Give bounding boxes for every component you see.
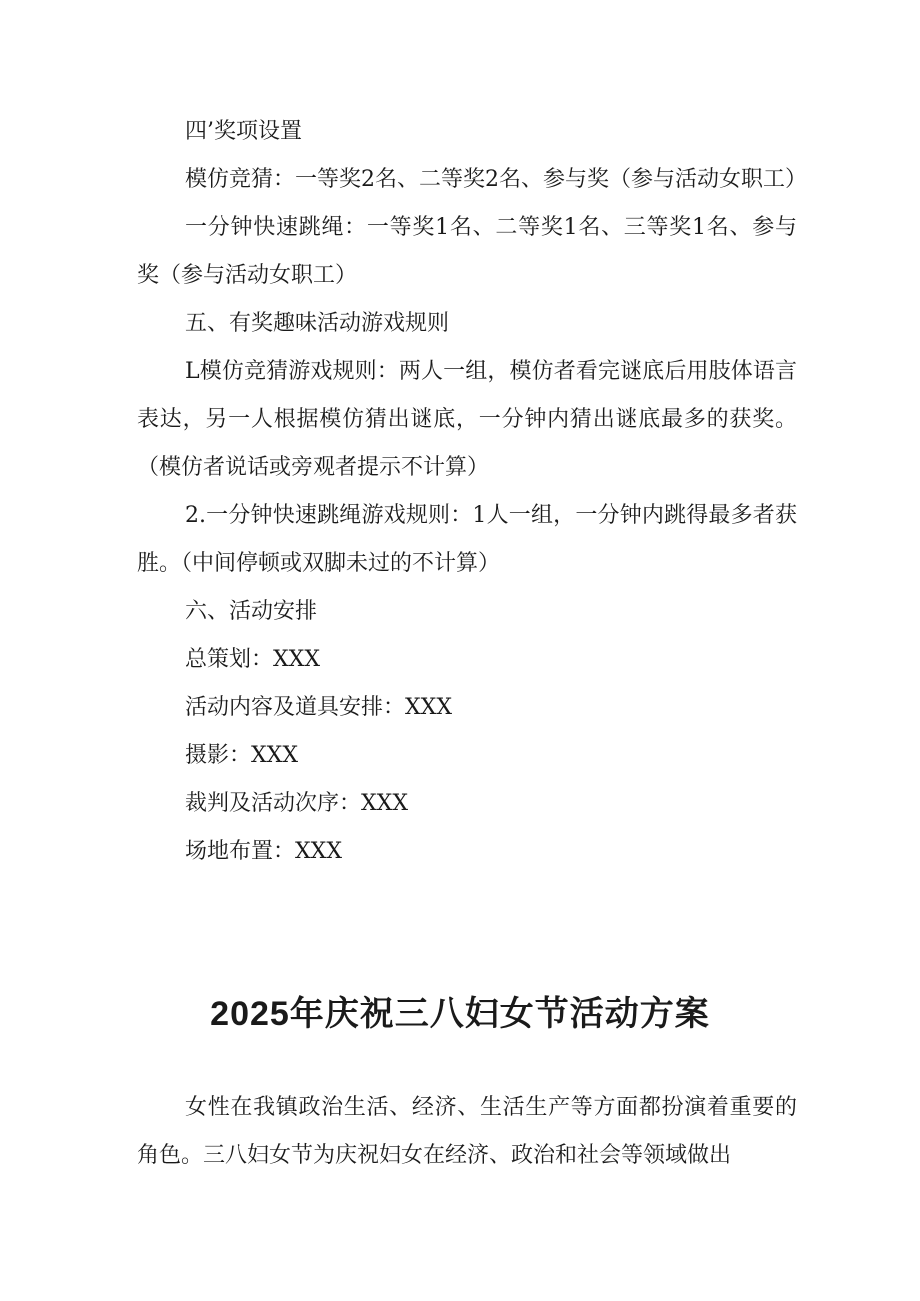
paragraph-introduction: 女性在我镇政治生活、经济、生活生产等方面都扮演着重要的角色。三八妇女节为庆祝妇女在经济、政治和社会等领域做出 [137, 1095, 797, 1168]
section-introduction [137, 1084, 797, 1180]
paragraph-rope-rules: 2.一分钟快速跳绳游戏规则：1人一组，一分钟内跳得最多者获胜。（中间停顿或双脚未过的不计算） [137, 503, 797, 576]
paragraph-mime-awards: 模仿竞猜：一等奖2名、二等奖2名、参与奖（参与活动女职工） [185, 167, 807, 192]
arrangement-props: 活动内容及道具安排：XXX [185, 695, 452, 720]
arrangement-venue: 场地布置：XXX [185, 839, 342, 864]
section-awards-and-rules [137, 108, 807, 876]
arrangement-planner: 总策划：XXX [185, 647, 320, 672]
paragraph-mime-rules: L模仿竞猜游戏规则：两人一组，模仿者看完谜底后用肢体语言表达，另一人根据模仿猜出谜底，一分钟内猜出谜底最多的获奖。（模仿者说话或旁观者提示不计算） [137, 359, 797, 480]
arrangement-referee: 裁判及活动次序：XXX [185, 791, 408, 816]
arrangement-photography: 摄影：XXX [185, 743, 298, 768]
heading-awards: 四’奖项设置 [185, 119, 302, 144]
paragraph-rope-awards: 一分钟快速跳绳：一等奖1名、二等奖1名、三等奖1名、参与奖（参与活动女职工） [137, 215, 797, 288]
heading-arrangement: 六、活动安排 [185, 599, 318, 624]
heading-game-rules: 五、有奖趣味活动游戏规则 [185, 311, 450, 336]
document-title: 2025年庆祝三八妇女节活动方案 [210, 995, 710, 1033]
